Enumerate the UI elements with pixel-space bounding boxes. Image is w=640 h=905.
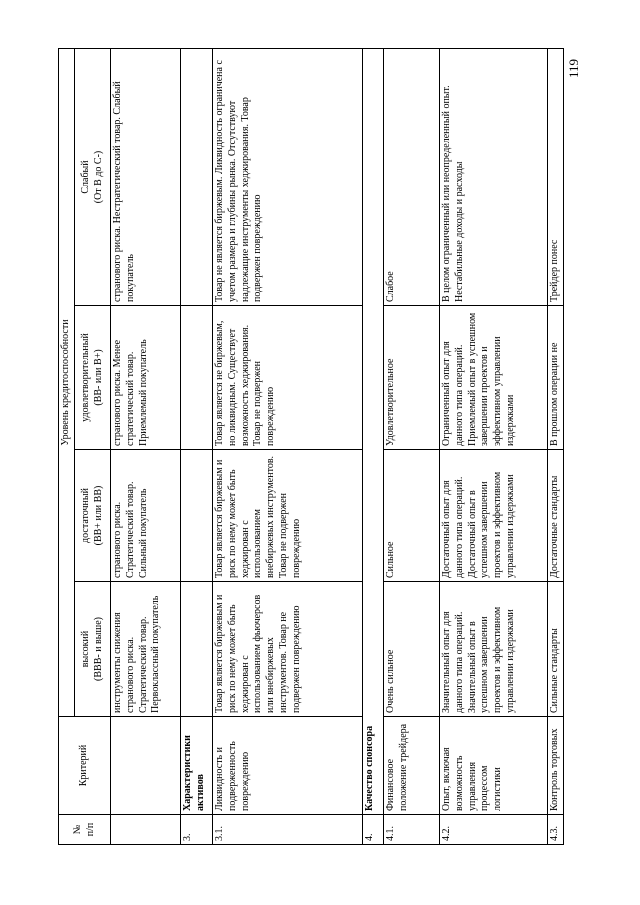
header-level-sufficient	[75, 450, 111, 582]
cell-high: инструменты снижения странового риска. Стратегический товар. Первоклассный покупатель	[111, 582, 181, 717]
cell-high: Значительный опыт для данного типа операций. Значительный опыт в успешном завершении проектов и эффективном управлении издержками	[440, 582, 548, 717]
level-name: удовлетворительный	[79, 333, 91, 422]
table-row	[548, 48, 564, 844]
header-number-line1: №	[71, 824, 83, 835]
cell-weak: В целом ограниченный или неопределенный опыт. Нестабильные доходы и расходы	[440, 48, 548, 305]
level-range: (BB- или B+)	[92, 349, 104, 406]
cell-satisfactory: странового риска. Менее стратегический товар. Приемлемый покупатель	[111, 306, 181, 450]
section-title: Характеристики активов	[181, 717, 213, 815]
page-number: 119	[566, 58, 581, 78]
row-criterion: Контроль торговых	[548, 717, 564, 815]
cell-sufficient: Сильное	[384, 450, 440, 582]
cell-weak: Слабое	[384, 48, 440, 305]
level-range: (BB+ или BB)	[92, 485, 104, 546]
row-criterion: Опыт, включая возможность управления процессом логистики	[440, 717, 548, 815]
row-criterion	[111, 717, 181, 815]
table-row	[384, 48, 440, 844]
cell-high: Товар является биржевым и риск по нему может быть хеджирован с использованием фьючерсов или внебиржевых инструментов. Товар не подвержен повреждению	[213, 582, 363, 717]
level-name: Слабый	[79, 160, 91, 194]
cell-satisfactory: Ограниченный опыт для данного типа операций. Приемлемый опыт в успешном завершении проектов и эффективном управлении издержками	[440, 306, 548, 450]
row-number: 4.3.	[548, 815, 564, 845]
row-criterion: Ликвидность и подверженность повреждению	[213, 717, 363, 815]
cell-sufficient: Достаточный опыт для данного типа операций. Достаточный опыт в успешном завершении проектов и эффективном управлении издержками	[440, 450, 548, 582]
header-criterion: Критерий	[59, 717, 111, 815]
row-criterion: Финансовое положение трейдера	[384, 717, 440, 815]
header-number	[59, 815, 111, 845]
header-level-weak	[75, 48, 111, 305]
cell-high: Очень сильное	[384, 582, 440, 717]
cell-weak: Трейдер понес	[548, 48, 564, 305]
header-number-line2: п/п	[84, 822, 96, 837]
level-range: (BBB- и выше)	[92, 617, 104, 681]
level-name: достаточный	[79, 488, 91, 543]
cell-satisfactory: Товар является не биржевым, но ликвидным. Существует возможность хеджирования. Товар не подвержен повреждению	[213, 306, 363, 450]
header-level-group: Уровень кредитоспособности	[59, 48, 75, 716]
table-row	[111, 48, 181, 844]
level-range: (От B до C-)	[92, 150, 104, 204]
row-number: 3.1.	[213, 815, 363, 845]
section-title: Качество спонсора	[363, 48, 384, 814]
cell-sufficient: Достаточные стандарты	[548, 450, 564, 582]
cell-sufficient: Товар является биржевым и риск по нему может быть хеджирован с использованием внебиржевых инструментов. Товар не подвержен повреждению	[213, 450, 363, 582]
header-level-satisfactory	[75, 306, 111, 450]
cell-high: Сильные стандарты	[548, 582, 564, 717]
creditworthiness-table	[58, 48, 564, 845]
cell-sufficient: странового риска. Стратегический товар. Сильный покупатель	[111, 450, 181, 582]
row-number: 4.1.	[384, 815, 440, 845]
section-row	[363, 48, 384, 844]
cell-satisfactory: Удовлетворительное	[384, 306, 440, 450]
cell-satisfactory: В прошлом операции не	[548, 306, 564, 450]
table-row	[440, 48, 548, 844]
table-row	[213, 48, 363, 844]
cell-weak: Товар не является биржевым. Ликвидность ограничена с учетом размера и глубины рынка. Отсутствуют надлежащие инструменты хеджирования. Товар подвержен повреждению	[213, 48, 363, 305]
cell-weak: странового риска. Нестратегический товар. Слабый покупатель	[111, 48, 181, 305]
section-row	[181, 48, 213, 844]
section-number: 4.	[363, 815, 384, 845]
header-level-high	[75, 582, 111, 717]
row-number: 4.2.	[440, 815, 548, 845]
level-name: высокий	[79, 630, 91, 668]
section-number: 3.	[181, 815, 213, 845]
rotated-table-container	[58, 49, 558, 845]
row-number	[111, 815, 181, 845]
